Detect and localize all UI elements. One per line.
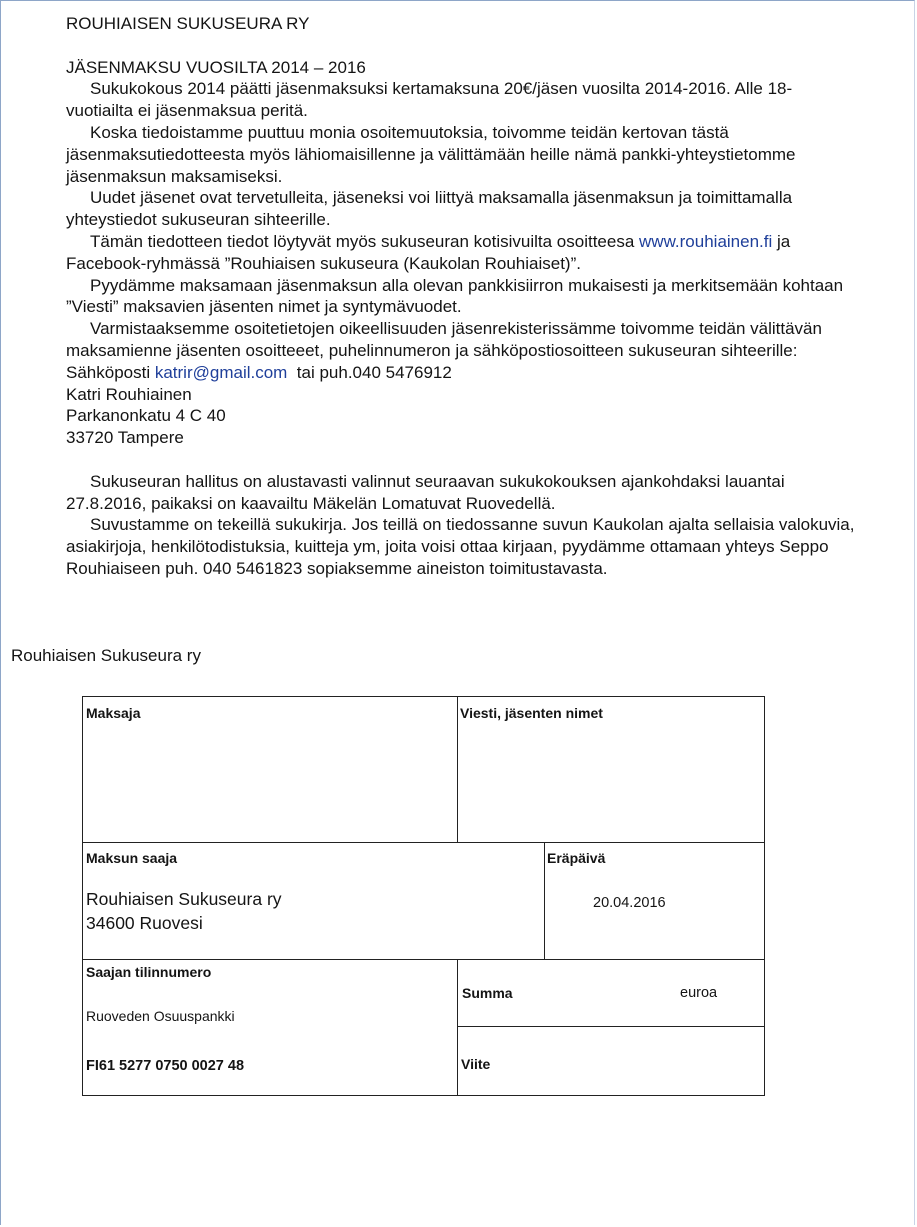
contact-name: Katri Rouhiainen: [66, 384, 192, 404]
payer-label: Maksaja: [86, 705, 141, 721]
org-heading: ROUHIAISEN SUKUSEURA RY: [66, 14, 310, 33]
account-label: Saajan tilinnumero: [86, 964, 212, 980]
signature: Rouhiaisen Sukuseura ry: [11, 646, 201, 665]
recipient-cell: [83, 843, 545, 960]
paragraph-fee: Sukukokous 2014 päätti jäsenmaksuksi kertamaksuna 20€/jäsen vuosilta 2014-2016. Alle 18-vuotiailta ei jäsenmaksua peritä.: [66, 79, 793, 121]
bank-name: Ruoveden Osuuspankki: [86, 1008, 235, 1024]
paragraph-family-book: Suvustamme on tekeillä sukukirja. Jos teillä on tiedossanne suvun Kaukolan ajalta sellaisia valokuvia, asiakirjoja, henkilötodistuksia, kuitteja ym, joita voisi ottaa kirjaan, pyydämme ottamaan yhteys Seppo Rouhiaiseen puh. 040 5461823 sopiaksemme aineiston toimitustavasta.: [66, 515, 855, 578]
recipient-label: Maksun saaja: [86, 850, 178, 866]
message-cell[interactable]: [458, 697, 764, 843]
paragraph-website: [66, 231, 856, 275]
contact-city: 33720 Tampere: [66, 428, 184, 448]
currency-label: euroa: [680, 985, 718, 1001]
recipient-name: Rouhiaisen Sukuseura ry: [86, 889, 282, 909]
payment-slip: [82, 696, 765, 1096]
due-date-label: Eräpäivä: [547, 850, 606, 866]
due-date-value: 20.04.2016: [593, 895, 666, 911]
account-number: FI61 5277 0750 0027 48: [86, 1058, 245, 1074]
document-body: [66, 13, 856, 580]
amount-cell[interactable]: [458, 960, 764, 1027]
phone-text: tai puh.040 5476912: [287, 362, 452, 382]
paragraph-address-verification: Varmistaaksemme osoitetietojen oikeellisuuden jäsenrekisterissämme toivomme teidän välittävän maksamienne jäsenten osoitteeet, puhelinnumeron ja sähköpostiosoitteen sukuseuran sihteerille:: [66, 319, 822, 360]
paragraph-address-changes: Koska tiedoistamme puuttuu monia osoitemuutoksia, toivomme teidän kertovan tästä jäsenmaksutiedotteesta myös lähiomaisillenne ja välittämään heille nämä pankki-yhteystietomme jäsenmaksun maksamiseksi.: [66, 122, 796, 186]
contact-line: [66, 362, 856, 384]
payer-cell[interactable]: [83, 697, 458, 843]
due-date-cell: [545, 843, 764, 960]
paragraph-website-text: Tämän tiedotteen tiedot löytyvät myös sukuseuran kotisivuilta osoitteesa: [90, 231, 635, 251]
paragraph-new-members: Uudet jäsenet ovat tervetulleita, jäseneksi voi liittyä maksamalla jäsenmaksun ja toimittamalla yhteystiedot sukuseuran sihteerille.: [66, 188, 793, 230]
email-link[interactable]: katrir@gmail.com: [154, 362, 288, 382]
website-link[interactable]: www.rouhiainen.fi: [639, 231, 773, 251]
amount-label: Summa: [462, 985, 513, 1001]
recipient-city: 34600 Ruovesi: [86, 913, 203, 933]
account-cell: [83, 960, 458, 1095]
reference-label: Viite: [461, 1056, 491, 1072]
page-title: JÄSENMAKSU VUOSILTA 2014 – 2016: [66, 57, 366, 77]
paragraph-website-facebook: ja Facebook-ryhmässä ”Rouhiaisen sukuseura (Kaukolan Rouhiaiset)”.: [66, 231, 791, 273]
contact-street: Parkanonkatu 4 C 40: [66, 406, 226, 426]
email-label: Sähköposti: [66, 362, 155, 382]
paragraph-next-meeting: Sukuseuran hallitus on alustavasti valinnut seuraavan sukukokouksen ajankohdaksi lauantai 27.8.2016, paikaksi on kaavailtu Mäkelän Lomatuvat Ruovedellä.: [66, 471, 785, 513]
reference-cell[interactable]: [458, 1027, 764, 1095]
message-label: Viesti, jäsenten nimet: [460, 705, 603, 721]
paragraph-payment-instructions: Pyydämme maksamaan jäsenmaksun alla olevan pankkisiirron mukaisesti ja merkitsemään kohtaan ”Viesti” maksavien jäsenten nimet ja syntymävuodet.: [66, 275, 844, 317]
